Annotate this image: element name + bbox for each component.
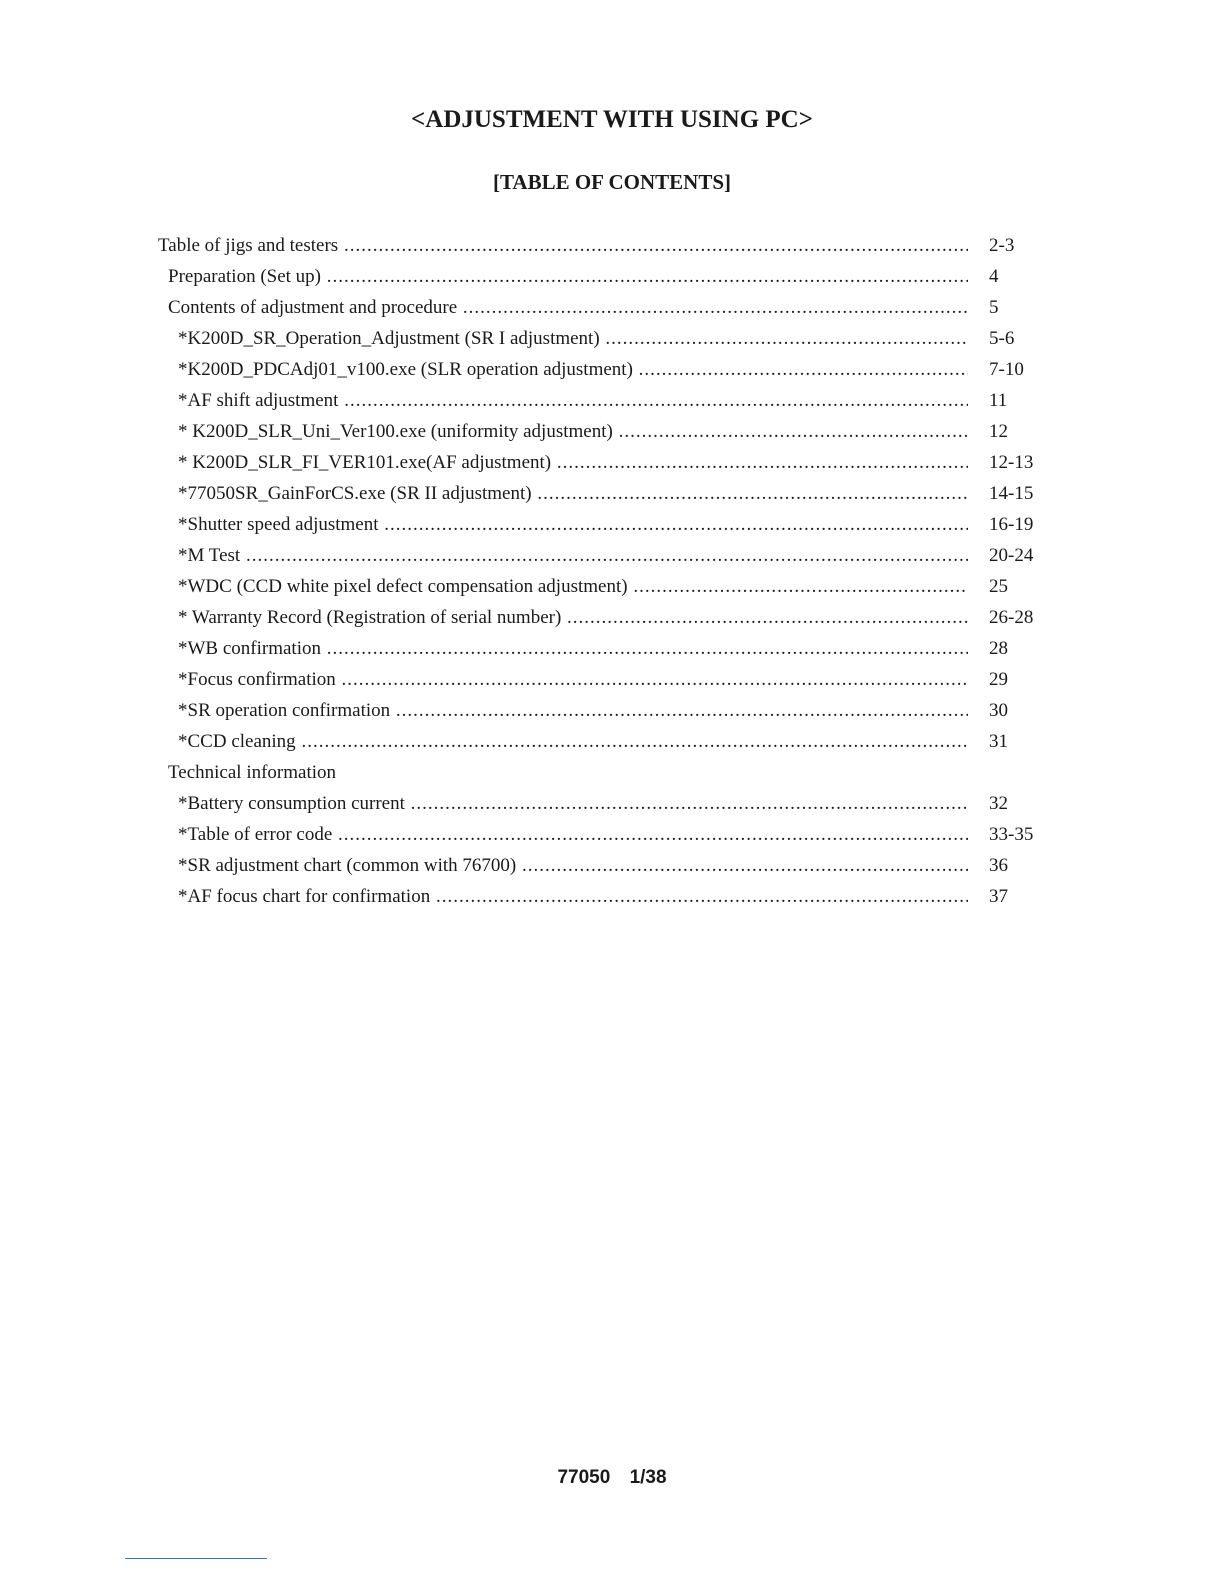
toc-row <box>158 323 1048 354</box>
toc-row <box>158 509 1048 540</box>
toc-entry-page: 28 <box>989 638 1008 659</box>
footnote-divider <box>125 1558 267 1559</box>
toc-row <box>158 695 1048 726</box>
toc-entry-label: *Shutter speed adjustment..... <box>178 509 968 540</box>
toc-entry-label: *77050SR_GainForCS.exe (SR II adjustment)..... <box>178 478 968 509</box>
toc-entry-page: 12 <box>989 421 1008 442</box>
toc-entry-page: 16-19 <box>989 514 1034 535</box>
toc-row <box>158 819 1048 850</box>
toc-row <box>158 478 1048 509</box>
toc-entry-label: *K200D_PDCAdj01_v100.exe (SLR operation adjustment)..... <box>178 354 968 385</box>
toc-entry-label: Contents of adjustment and procedure..... <box>168 292 968 323</box>
toc-row <box>158 230 1048 261</box>
toc-entry-label: *Table of error code..... <box>178 819 968 850</box>
table-of-contents <box>158 230 1048 912</box>
toc-entry-label: *AF focus chart for confirmation..... <box>178 881 968 912</box>
toc-entry-page: 32 <box>989 793 1008 814</box>
toc-entry-label: *SR adjustment chart (common with 76700)..... <box>178 850 968 881</box>
toc-row <box>158 571 1048 602</box>
toc-entry-page: 7-10 <box>989 359 1024 380</box>
toc-row <box>158 881 1048 912</box>
toc-entry-label: *Focus confirmation..... <box>178 664 968 695</box>
toc-entry-page: 36 <box>989 855 1008 876</box>
toc-entry-label: * K200D_SLR_FI_VER101.exe(AF adjustment)..... <box>178 447 968 478</box>
toc-row <box>158 757 1048 788</box>
toc-row <box>158 602 1048 633</box>
toc-entry-page: 25 <box>989 576 1008 597</box>
toc-row <box>158 292 1048 323</box>
toc-entry-label: *WB confirmation..... <box>178 633 968 664</box>
toc-entry-page: 30 <box>989 700 1008 721</box>
toc-entry-page: 2-3 <box>989 235 1015 256</box>
toc-entry-label: *WDC (CCD white pixel defect compensation adjustment)..... <box>178 571 968 602</box>
toc-entry-page: 5 <box>989 297 999 318</box>
toc-entry-label: *K200D_SR_Operation_Adjustment (SR I adjustment)..... <box>178 323 968 354</box>
toc-entry-page: 29 <box>989 669 1008 690</box>
toc-row <box>158 664 1048 695</box>
toc-entry-page: 37 <box>989 886 1008 907</box>
toc-entry-label: *SR operation confirmation..... <box>178 695 968 726</box>
toc-entry-label: *Battery consumption current..... <box>178 788 968 819</box>
toc-row <box>158 633 1048 664</box>
toc-entry-page: 33-35 <box>989 824 1034 845</box>
toc-entry-page: 14-15 <box>989 483 1034 504</box>
toc-entry-label: Table of jigs and testers..... <box>158 230 968 261</box>
toc-entry-label: *CCD cleaning..... <box>178 726 968 757</box>
toc-row <box>158 354 1048 385</box>
toc-entry-page: 11 <box>989 390 1008 411</box>
toc-row <box>158 540 1048 571</box>
toc-entry-page: 31 <box>989 731 1008 752</box>
toc-entry-label: Preparation (Set up)..... <box>168 261 968 292</box>
toc-row <box>158 385 1048 416</box>
toc-row <box>158 726 1048 757</box>
toc-row <box>158 850 1048 881</box>
toc-entry-label: *AF shift adjustment..... <box>178 385 968 416</box>
toc-entry-label: * Warranty Record (Registration of serial number)..... <box>178 602 968 633</box>
toc-entry-page: 20-24 <box>989 545 1034 566</box>
document-title: <ADJUSTMENT WITH USING PC> <box>411 106 813 133</box>
toc-heading: [TABLE OF CONTENTS] <box>492 170 732 194</box>
toc-row <box>158 788 1048 819</box>
page-footer: 77050 1/38 <box>557 1467 667 1488</box>
toc-section-label: Technical information <box>168 762 337 783</box>
toc-entry-page: 26-28 <box>989 607 1034 628</box>
toc-row <box>158 261 1048 292</box>
toc-row <box>158 447 1048 478</box>
toc-entry-label: *M Test..... <box>178 540 968 571</box>
toc-entry-page: 5-6 <box>989 328 1015 349</box>
toc-entry-label: * K200D_SLR_Uni_Ver100.exe (uniformity adjustment)..... <box>178 416 968 447</box>
toc-entry-page: 12-13 <box>989 452 1034 473</box>
toc-row <box>158 416 1048 447</box>
toc-entry-page: 4 <box>989 266 999 287</box>
